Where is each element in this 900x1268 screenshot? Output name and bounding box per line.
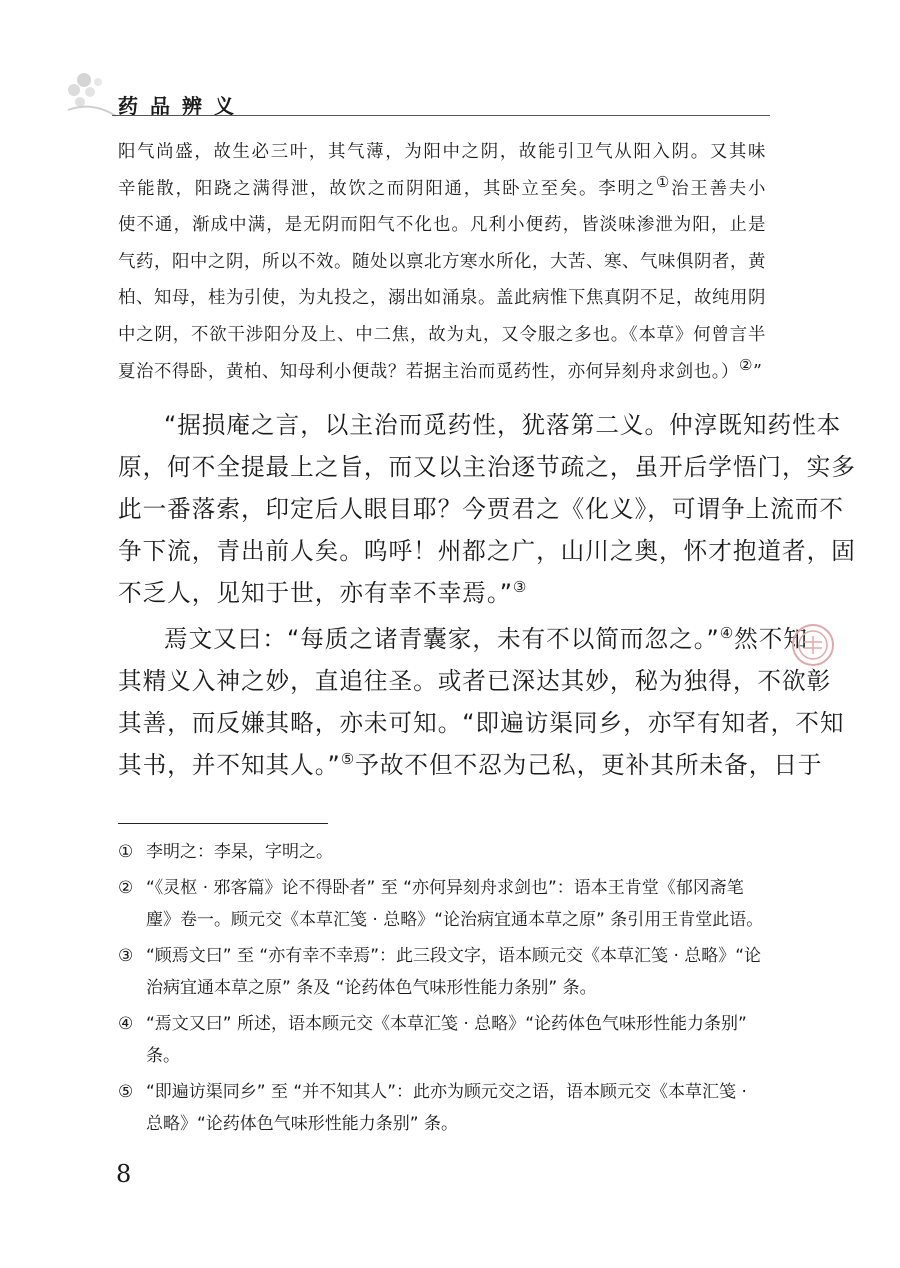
- footnote-mark: ③: [118, 946, 134, 966]
- footnote-ref-1[interactable]: ①: [655, 172, 672, 191]
- footnote-ref-4[interactable]: ④: [719, 624, 735, 643]
- header-title: 药品辨义: [118, 94, 246, 118]
- footnote-text: “《灵枢 · 邪客篇》论不得卧者” 至 “亦何异刻舟求剑也”：语本王肯堂《郁冈斋笔麈》卷一。顾元交《本草汇笺 · 总略》“论治病宜通本草之原” 条引用王肯堂此语。: [146, 878, 764, 930]
- footnotes: [118, 836, 768, 1144]
- footnote-mark: ④: [118, 1014, 134, 1034]
- page-number: 8: [116, 1160, 132, 1188]
- footnote-ref-5[interactable]: ⑤: [340, 750, 356, 769]
- footnote-mark: ②: [118, 878, 134, 898]
- quote-line: 辛能散，阳跷之满得泄，故饮之而阴阳通，其卧立至矣。李明之①治王善夫小: [118, 172, 766, 199]
- main-text: [118, 404, 856, 790]
- publisher-seal-icon: [790, 622, 836, 668]
- footnote-mark: ①: [118, 842, 134, 862]
- footnote-rule: [118, 823, 328, 824]
- footnote: [118, 1076, 768, 1140]
- floral-ornament-icon: [60, 70, 120, 122]
- quote-line: 阳气尚盛，故生必三叶，其气薄，为阳中之阴，故能引卫气从阳入阴。又其味: [118, 142, 766, 162]
- quote-line: 气药，阳中之阴，所以不效。随处以禀北方寒水所化，大苦、寒、气味俱阴者，黄: [118, 251, 766, 272]
- footnote-ref-3[interactable]: ③: [512, 578, 528, 597]
- paragraph: “据损庵之言，以主治而觅药性，犹落第二义。仲淳既知药性本 原，何不全提最上之旨，而又以主治逐节疏之，虽开后学悟门，实多 此一番落索，印定后人眼目耶？今贾君之《化义》，可谓争上流而不 争下流，青出前人矣。呜呼！州都之广，山川之奥，怀才抱道者，固 不乏人，见知于世，亦有幸不幸焉。”③: [118, 411, 856, 607]
- header-rule: [112, 115, 770, 116]
- footnote-text: “即遍访渠同乡” 至 “并不知其人”：此亦为顾元交之语，语本顾元交《本草汇笺 · 总略》“论药体色气味形性能力条别” 条。: [146, 1082, 747, 1134]
- footnote: [118, 940, 768, 1004]
- footnote-text: “焉文又曰” 所述，语本顾元交《本草汇笺 · 总略》“论药体色气味形性能力条别” 条。: [146, 1014, 747, 1066]
- quoted-passage: [118, 134, 766, 390]
- quote-line: 柏、知母，桂为引使，为丸投之，溺出如涌泉。盖此病惟下焦真阴不足，故纯用阴: [118, 288, 766, 309]
- paragraph: 焉文又曰：“每质之诸青囊家，未有不以简而忽之。”④然不知 其精义入神之妙，直追往圣。或者已深达其妙，秘为独得，不欲彰 其善，而反嫌其略，亦未可知。“即遍访渠同乡，亦罕有知者，不知 其书，并不知其人。”⑤予故不但不忍为己私，更补其所未备，日于: [118, 624, 845, 779]
- footnote-ref-2[interactable]: ②: [738, 355, 754, 374]
- quote-line: 中之阴，不欲干涉阳分及上、中二焦，故为丸，又令服之多也。《本草》何曾言半: [118, 324, 766, 345]
- footnote: [118, 1008, 768, 1072]
- footnote-mark: ⑤: [118, 1082, 134, 1102]
- footnote-text: “顾焉文曰” 至 “亦有幸不幸焉”：此三段文字，语本顾元交《本草汇笺 · 总略》“论治病宜通本草之原” 条及 “论药体色气味形性能力条别” 条。: [146, 946, 762, 998]
- footnote: [118, 872, 768, 936]
- quote-line: 使不通，渐成中满，是无阴而阳气不化也。凡利小便药，皆淡味渗泄为阳，止是: [118, 215, 766, 236]
- footnote: [118, 836, 768, 868]
- footnote-text: 李明之：李杲，字明之。: [146, 842, 333, 862]
- running-header: [60, 70, 770, 122]
- quote-line: 夏治不得卧，黄柏、知母利小便哉？若据主治而觅药性，亦何异刻舟求剑也。）②”: [118, 355, 763, 382]
